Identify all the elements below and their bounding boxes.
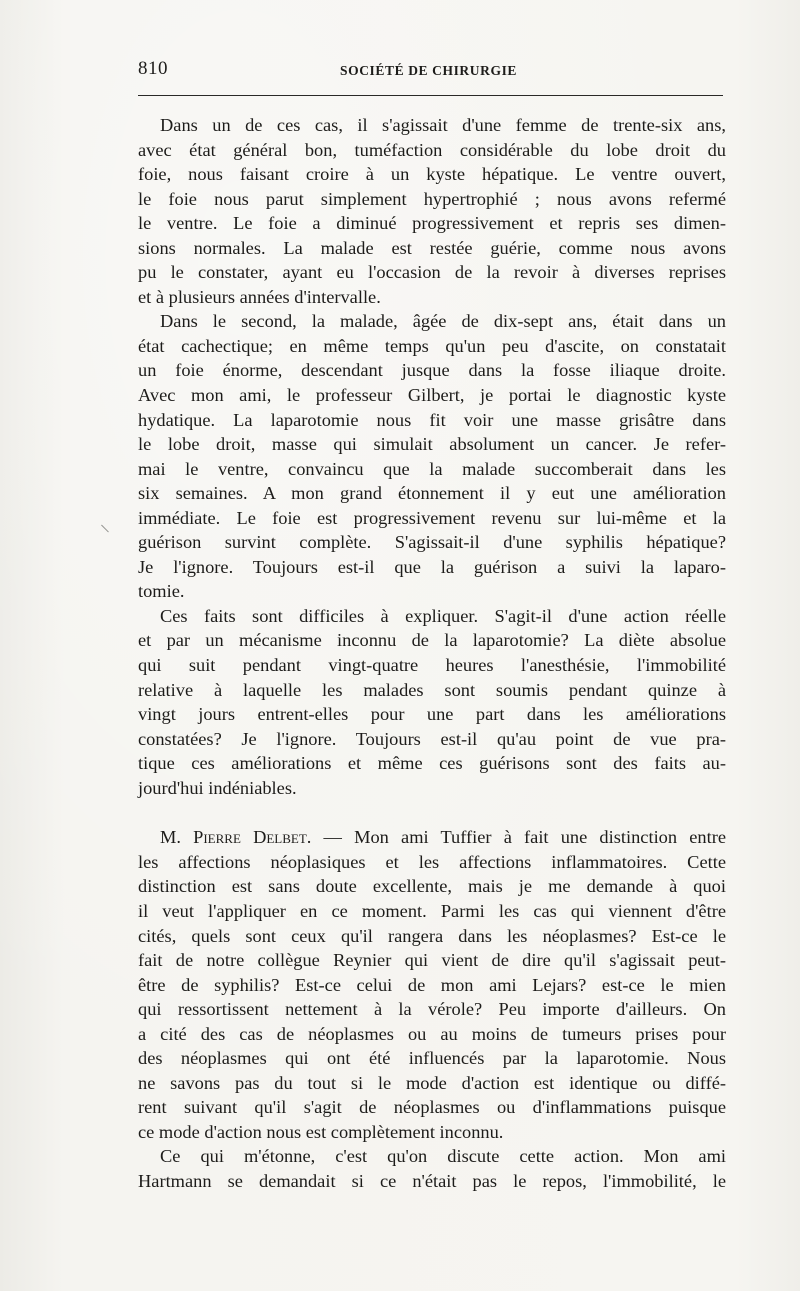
text-line: et à plusieurs années d'intervalle. <box>138 286 381 307</box>
header-rule <box>138 95 723 96</box>
paragraph-2 <box>138 309 726 604</box>
text-line: ne savons pas du tout si le mode d'action est identique ou diffé- <box>138 1072 726 1093</box>
text-line: être de syphilis? Est-ce celui de mon ami Lejars? est-ce le mien <box>138 974 726 995</box>
paragraph-1 <box>138 113 726 309</box>
text-line: Dans un de ces cas, il s'agissait d'une femme de trente-six ans, <box>160 115 726 135</box>
text-line: les affections néoplasiques et les affections inflammatoires. Cette <box>138 851 726 872</box>
speech-first-line <box>138 825 726 850</box>
text-line: guérison survint complète. S'agissait-il d'une syphilis hépatique? <box>138 532 726 553</box>
body-text <box>138 113 726 1194</box>
text-line: cités, quels sont ceux qu'il rangera dans les néoplasmes? Est-ce le <box>138 925 726 946</box>
text-line: Je l'ignore. Toujours est-il que la guérison a suivi la laparo- <box>138 556 726 577</box>
closing-paragraph <box>138 1144 726 1193</box>
text-line: des néoplasmes qui ont été influencés par la laparotomie. Nous <box>138 1048 726 1069</box>
stray-print-mark <box>101 518 116 533</box>
text-line: et par un mécanisme inconnu de la laparotomie? La diète absolue <box>138 630 726 651</box>
text-line: le lobe droit, masse qui simulait absolument un cancer. Je refer- <box>138 434 726 455</box>
speaker-suffix: . — <box>306 827 355 848</box>
speech-first-line-text: Mon ami Tuffier à fait une distinction entre <box>354 827 726 848</box>
text-line: le ventre. Le foie a diminué progressivement et repris ses dimen- <box>138 213 726 234</box>
text-line: rent suivant qu'il s'agit de néoplasmes ou d'inflammations puisque <box>138 1097 726 1118</box>
speech-paragraph <box>138 825 726 1144</box>
text-line: immédiate. Le foie est progressivement revenu sur lui-même et la <box>138 507 726 528</box>
text-line: sions normales. La malade est restée guérie, comme nous avons <box>138 237 726 258</box>
text-line: mai le ventre, convaincu que la malade succomberait dans les <box>138 458 726 479</box>
text-line: relative à laquelle les malades sont soumis pendant quinze à <box>138 679 726 700</box>
text-line: tique ces améliorations et même ces guérisons sont des faits au- <box>138 753 726 774</box>
page-number: 810 <box>138 58 168 79</box>
text-line: fait de notre collègue Reynier qui vient de dire qu'il s'agissait peut- <box>138 950 726 971</box>
text-line: hydatique. La laparotomie nous fit voir une masse grisâtre dans <box>138 409 726 430</box>
text-line: Dans le second, la malade, âgée de dix-sept ans, était dans un <box>160 311 726 332</box>
text-line: ce mode d'action nous est complètement inconnu. <box>138 1121 504 1142</box>
running-head: SOCIÉTÉ DE CHIRURGIE <box>340 63 518 78</box>
text-line: six semaines. A mon grand étonnement il y eut une amélioration <box>138 483 726 504</box>
text-line: distinction est sans doute excellente, mais je me demande à quoi <box>138 876 726 897</box>
text-line: état cachectique; en même temps qu'un peu d'ascite, on constatait <box>138 335 726 356</box>
text-line: le foie nous parut simplement hypertrophié ; nous avons refermé <box>138 188 726 209</box>
text-line: il veut l'appliquer en ce moment. Parmi les cas qui viennent d'être <box>138 900 726 921</box>
text-line: a cité des cas de néoplasmes ou au moins de tumeurs prises pour <box>138 1023 726 1044</box>
section-gap <box>138 800 726 825</box>
text-line: Hartmann se demandait si ce n'était pas le repos, l'immobilité, le <box>138 1170 726 1191</box>
text-line: foie, nous faisant croire à un kyste hépatique. Le ventre ouvert, <box>138 164 726 185</box>
speaker-name: Pierre Delbet <box>193 827 307 848</box>
text-line: avec état général bon, tuméfaction considérable du lobe droit du <box>138 139 726 160</box>
page-header <box>138 58 723 84</box>
text-line: qui suit pendant vingt-quatre heures l'anesthésie, l'immobilité <box>138 655 726 676</box>
text-line: Ces faits sont difficiles à expliquer. S'agit-il d'une action réelle <box>160 605 726 626</box>
text-line: qui ressortissent nettement à la vérole? Peu importe d'ailleurs. On <box>138 999 726 1020</box>
text-line: vingt jours entrent-elles pour une part dans les améliorations <box>138 704 726 725</box>
text-line: constatées? Je l'ignore. Toujours est-il qu'au point de vue pra- <box>138 728 726 749</box>
paragraph-3 <box>138 604 726 800</box>
text-line: Avec mon ami, le professeur Gilbert, je portai le diagnostic kyste <box>138 385 726 406</box>
text-line: un foie énorme, descendant jusque dans la fosse iliaque droite. <box>138 360 726 381</box>
text-line: tomie. <box>138 581 185 602</box>
text-line: pu le constater, ayant eu l'occasion de la revoir à diverses reprises <box>138 262 726 283</box>
speaker-prefix: M. <box>160 827 194 848</box>
text-line: jourd'hui indéniables. <box>138 777 297 798</box>
text-line: Ce qui m'étonne, c'est qu'on discute cette action. Mon ami <box>160 1146 726 1167</box>
